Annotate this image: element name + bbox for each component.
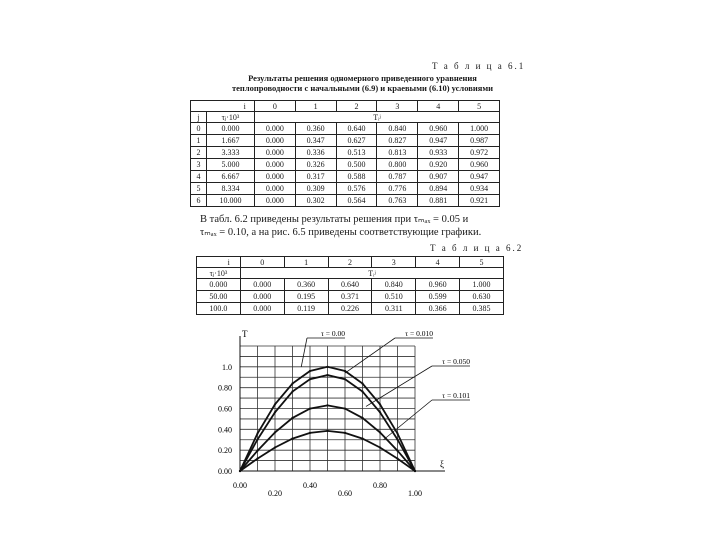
x-tick-label: 0.00: [233, 481, 247, 490]
series-point: [396, 458, 398, 460]
series-label: τ = 0.010: [405, 329, 433, 338]
table2-row: [197, 279, 504, 291]
table1-cell-T: 0.360: [295, 123, 336, 135]
table1-j-label: j: [191, 112, 207, 123]
table2-i-value: 2: [328, 257, 372, 268]
table1-cell-T: 0.987: [459, 135, 500, 147]
table2-row: [197, 291, 504, 303]
series-point: [396, 432, 398, 434]
y-tick-label: 0.60: [218, 404, 232, 414]
series-label: τ = 0.101: [442, 391, 470, 400]
series-point: [379, 411, 381, 413]
table1-cell-T: 0.894: [418, 183, 459, 195]
table2-cell-T: 0.385: [460, 303, 504, 315]
table1-row: [191, 183, 500, 195]
table1-cell-j: 5: [191, 183, 207, 195]
table2-cell-T: 0.640: [328, 279, 372, 291]
table2-cell-tau: 0.000: [197, 279, 241, 291]
table1-header-tau-row: [191, 112, 500, 123]
x-tick-label: 0.80: [373, 481, 387, 490]
table2-i-value: 5: [460, 257, 504, 268]
table1-cell-T: 0.921: [459, 195, 500, 207]
table1-cell-T: 0.000: [254, 159, 295, 171]
table1-cell-T: 0.881: [418, 195, 459, 207]
table1-row: [191, 171, 500, 183]
table1-title-line2: теплопроводности с начальными (6.9) и краевыми (6.10) условиями: [231, 83, 494, 93]
table1-cell-T: 0.827: [377, 135, 418, 147]
table1-cell-T: 0.336: [295, 147, 336, 159]
table2-cell-T: 0.371: [328, 291, 372, 303]
paragraph-line2: τₘₐₓ = 0.10, а на рис. 6.5 приведены соответствующие графики.: [200, 227, 482, 238]
table1-cell-T: 0.640: [336, 123, 377, 135]
table2-i-value: 0: [240, 257, 284, 268]
table2-i-value: 4: [416, 257, 460, 268]
series-point: [326, 374, 328, 376]
table2-cell-T: 0.000: [240, 303, 284, 315]
series-leader-line: [345, 338, 395, 373]
series-point: [274, 431, 276, 433]
table2-cell-T: 1.000: [460, 279, 504, 291]
table1-cell-tau: 1.667: [206, 135, 254, 147]
table1-cell-T: 0.347: [295, 135, 336, 147]
series-point: [379, 446, 381, 448]
table1-cell-T: 0.588: [336, 171, 377, 183]
table2-cell-T: 0.311: [372, 303, 416, 315]
table2-header-i-row: [197, 257, 504, 268]
table1-row: [191, 147, 500, 159]
table1-cell-T: 0.907: [418, 171, 459, 183]
table1-cell-T: 0.813: [377, 147, 418, 159]
y-tick-label: 0.20: [218, 446, 232, 456]
y-tick-label: 0.00: [218, 467, 232, 476]
series-point: [326, 430, 328, 432]
series-point: [256, 450, 258, 452]
series-point: [291, 390, 293, 392]
table1-cell-j: 4: [191, 171, 207, 183]
table1-tau-label: τⱼ·10³: [206, 112, 254, 123]
series-point: [361, 438, 363, 440]
table1-cell-T: 0.934: [459, 183, 500, 195]
y-tick-label: 0.80: [218, 383, 232, 393]
table1-cell-j: 3: [191, 159, 207, 171]
table1-caption: Т а б л и ц а 6.1: [432, 61, 526, 71]
table1-cell-T: 0.000: [254, 135, 295, 147]
table1-i-value: 4: [418, 101, 459, 112]
table1-cell-T: 0.947: [459, 171, 500, 183]
table1-row: [191, 195, 500, 207]
table1-cell-T: 0.960: [459, 159, 500, 171]
series-point: [326, 404, 328, 406]
table1-cell-T: 0.500: [336, 159, 377, 171]
series-point: [256, 432, 258, 434]
x-tick-label: 1.00: [408, 489, 422, 498]
table1-cell-T: 0.960: [418, 123, 459, 135]
table2-i-label: i: [197, 257, 241, 268]
series-point: [396, 450, 398, 452]
chart-axes: [218, 329, 445, 498]
series-point: [274, 403, 276, 405]
table2-cell-T: 0.366: [416, 303, 460, 315]
table1-T-label: Tᵢʲ: [254, 112, 499, 123]
table2-cell-T: 0.119: [284, 303, 328, 315]
table2-header-tau-row: [197, 268, 504, 279]
series-point: [344, 432, 346, 434]
series-label: τ = 0.050: [442, 357, 470, 366]
table2-cell-tau: 100.0: [197, 303, 241, 315]
table2-caption: Т а б л и ц а 6.2: [430, 243, 524, 253]
table1-cell-tau: 10.000: [206, 195, 254, 207]
table1-cell-j: 6: [191, 195, 207, 207]
table1-title-line1: Результаты решения одномерного приведенного уравнения: [248, 73, 477, 83]
x-tick-label: 0.60: [338, 489, 352, 498]
series-point: [309, 370, 311, 372]
table1-cell-T: 0.000: [254, 195, 295, 207]
table1-cell-T: 0.000: [254, 171, 295, 183]
series-point: [291, 382, 293, 384]
series-point: [309, 432, 311, 434]
series-point: [414, 470, 416, 472]
table2-cell-T: 0.000: [240, 279, 284, 291]
table2-cell-T: 0.599: [416, 291, 460, 303]
table1-cell-T: 0.920: [418, 159, 459, 171]
table1-cell-T: 0.972: [459, 147, 500, 159]
table2-cell-T: 0.226: [328, 303, 372, 315]
table1-cell-T: 0.787: [377, 171, 418, 183]
table1-cell-j: 1: [191, 135, 207, 147]
table1-cell-T: 0.763: [377, 195, 418, 207]
table2-T-label: Tᵢʲ: [240, 268, 503, 279]
table1-i-value: 3: [377, 101, 418, 112]
series-point: [274, 446, 276, 448]
table1-title: [225, 73, 500, 93]
x-tick-label: 0.20: [268, 489, 282, 498]
table1-i-value: 2: [336, 101, 377, 112]
series-point: [309, 378, 311, 380]
table2-cell-tau: 50.00: [197, 291, 241, 303]
table2-cell-T: 0.960: [416, 279, 460, 291]
table1-cell-T: 0.000: [254, 183, 295, 195]
series-point: [256, 458, 258, 460]
table1-cell-T: 0.326: [295, 159, 336, 171]
paragraph-line1: В табл. 6.2 приведены результаты решения при τₘₐₓ = 0.05 и: [200, 214, 469, 225]
table1-cell-T: 0.776: [377, 183, 418, 195]
table1-row: [191, 123, 500, 135]
x-axis-label: ξ: [440, 459, 445, 469]
table2-cell-T: 0.360: [284, 279, 328, 291]
table1-row: [191, 159, 500, 171]
x-tick-label: 0.40: [303, 481, 317, 490]
series-point: [309, 408, 311, 410]
series-point: [361, 390, 363, 392]
table2-cell-T: 0.195: [284, 291, 328, 303]
table1-cell-T: 0.933: [418, 147, 459, 159]
table2-tau-label: τⱼ·10³: [197, 268, 241, 279]
y-axis-label: T: [242, 329, 248, 339]
table1-cell-T: 0.317: [295, 171, 336, 183]
table1-cell-T: 0.800: [377, 159, 418, 171]
series-point: [291, 417, 293, 419]
table1-cell-T: 0.564: [336, 195, 377, 207]
table1-cell-T: 0.000: [254, 123, 295, 135]
series-point: [326, 366, 328, 368]
series-point: [361, 382, 363, 384]
table1-cell-tau: 6.667: [206, 171, 254, 183]
series-point: [256, 438, 258, 440]
table1-cell-tau: 8.334: [206, 183, 254, 195]
table1-cell-tau: 3.333: [206, 147, 254, 159]
table1-i-value: 5: [459, 101, 500, 112]
table1-cell-T: 0.627: [336, 135, 377, 147]
table2-i-value: 1: [284, 257, 328, 268]
table1-cell-T: 1.000: [459, 123, 500, 135]
series-point: [274, 411, 276, 413]
table1-cell-T: 0.302: [295, 195, 336, 207]
body-paragraph: [200, 213, 510, 239]
table1-cell-T: 0.309: [295, 183, 336, 195]
series-point: [379, 431, 381, 433]
table2-i-value: 3: [372, 257, 416, 268]
table1-i-value: 1: [295, 101, 336, 112]
series-leader-line: [384, 400, 433, 440]
temperature-profile-chart: [190, 328, 470, 498]
series-point: [344, 370, 346, 372]
table1: [190, 100, 500, 207]
series-point: [379, 403, 381, 405]
table1-cell-T: 0.000: [254, 147, 295, 159]
series-leader-line: [366, 366, 432, 406]
table1-cell-tau: 5.000: [206, 159, 254, 171]
series-point: [291, 438, 293, 440]
y-tick-label: 1.0: [222, 362, 232, 372]
table1-i-value: 0: [254, 101, 295, 112]
table1-i-label: i: [191, 101, 255, 112]
series-point: [361, 417, 363, 419]
series-point: [396, 438, 398, 440]
table1-cell-T: 0.576: [336, 183, 377, 195]
table2: [196, 256, 504, 315]
table2-row: [197, 303, 504, 315]
table1-cell-T: 0.947: [418, 135, 459, 147]
series-point: [344, 408, 346, 410]
table1-cell-T: 0.840: [377, 123, 418, 135]
table1-row: [191, 135, 500, 147]
y-tick-label: 0.40: [218, 425, 232, 435]
table2-cell-T: 0.000: [240, 291, 284, 303]
table1-cell-tau: 0.000: [206, 123, 254, 135]
series-point: [239, 470, 241, 472]
table1-cell-j: 2: [191, 147, 207, 159]
table1-cell-j: 0: [191, 123, 207, 135]
series-label: τ = 0.00: [320, 329, 345, 338]
table1-cell-T: 0.513: [336, 147, 377, 159]
table2-cell-T: 0.630: [460, 291, 504, 303]
table1-header-i-row: [191, 101, 500, 112]
table2-cell-T: 0.510: [372, 291, 416, 303]
table2-cell-T: 0.840: [372, 279, 416, 291]
series-point: [344, 378, 346, 380]
series-leader-line: [301, 338, 307, 367]
